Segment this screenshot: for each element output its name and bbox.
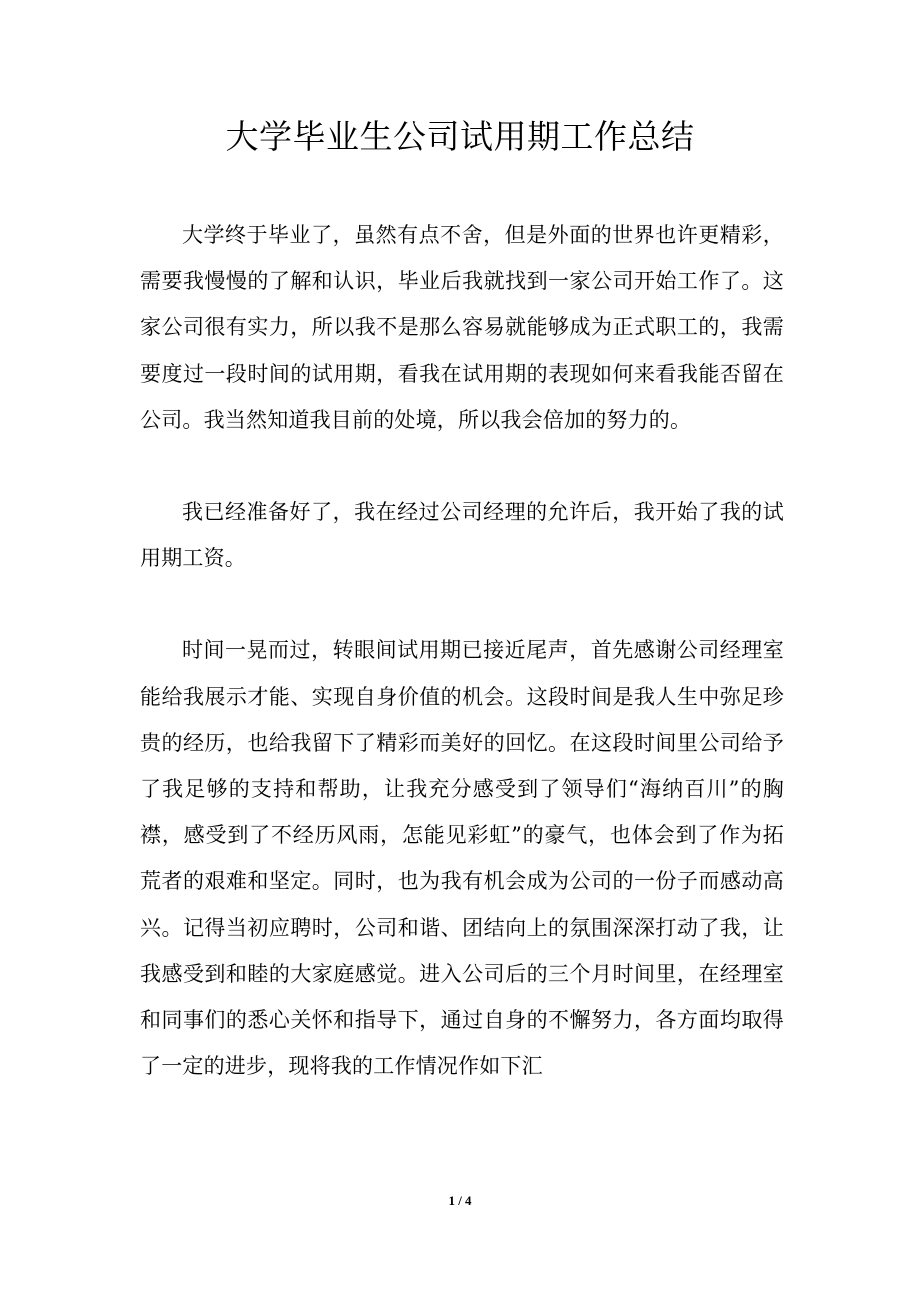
document-title: 大学毕业生公司试用期工作总结 (225, 117, 695, 156)
page-number: 1 / 4 (448, 1193, 472, 1208)
paragraph-probation-summary: 时间一晃而过，转眼间试用期已接近尾声，首先感谢公司经理室能给我展示才能、实现自身价值的机会。这段时间是我人生中弥足珍贵的经历，也给我留下了精彩而美好的回忆。在这段时间里公司给予了我足够的支持和帮助，让我充分感受到了领导们“海纳百川”的胸襟，感受到了不经历风雨，怎能见彩虹”的豪气，也体会到了作为拓荒者的艰难和坚定。同时，也为我有机会成为公司的一份子而感动高兴。记得当初应聘时，公司和谐、团结向上的氛围深深打动了我，让我感受到和睦的大家庭感觉。进入公司后的三个月时间里，在经理室和同事们的悉心关怀和指导下，通过自身的不懈努力，各方面均取得了一定的进步，现将我的工作情况作如下汇 (140, 638, 784, 1079)
document-body (140, 212, 784, 1089)
paragraph-graduation-intro: 大学终于毕业了，虽然有点不舍，但是外面的世界也许更精彩，需要我慢慢的了解和认识，毕业后我就找到一家公司开始工作了。这家公司很有实力，所以我不是那么容易就能够成为正式职工的，我需要度过一段时间的试用期，看我在试用期的表现如何来看我能否留在公司。我当然知道我目前的处境，所以我会倍加的努力的。 (140, 223, 784, 432)
paragraph-probation-start: 我已经准备好了，我在经过公司经理的允许后，我开始了我的试用期工资。 (140, 500, 784, 571)
